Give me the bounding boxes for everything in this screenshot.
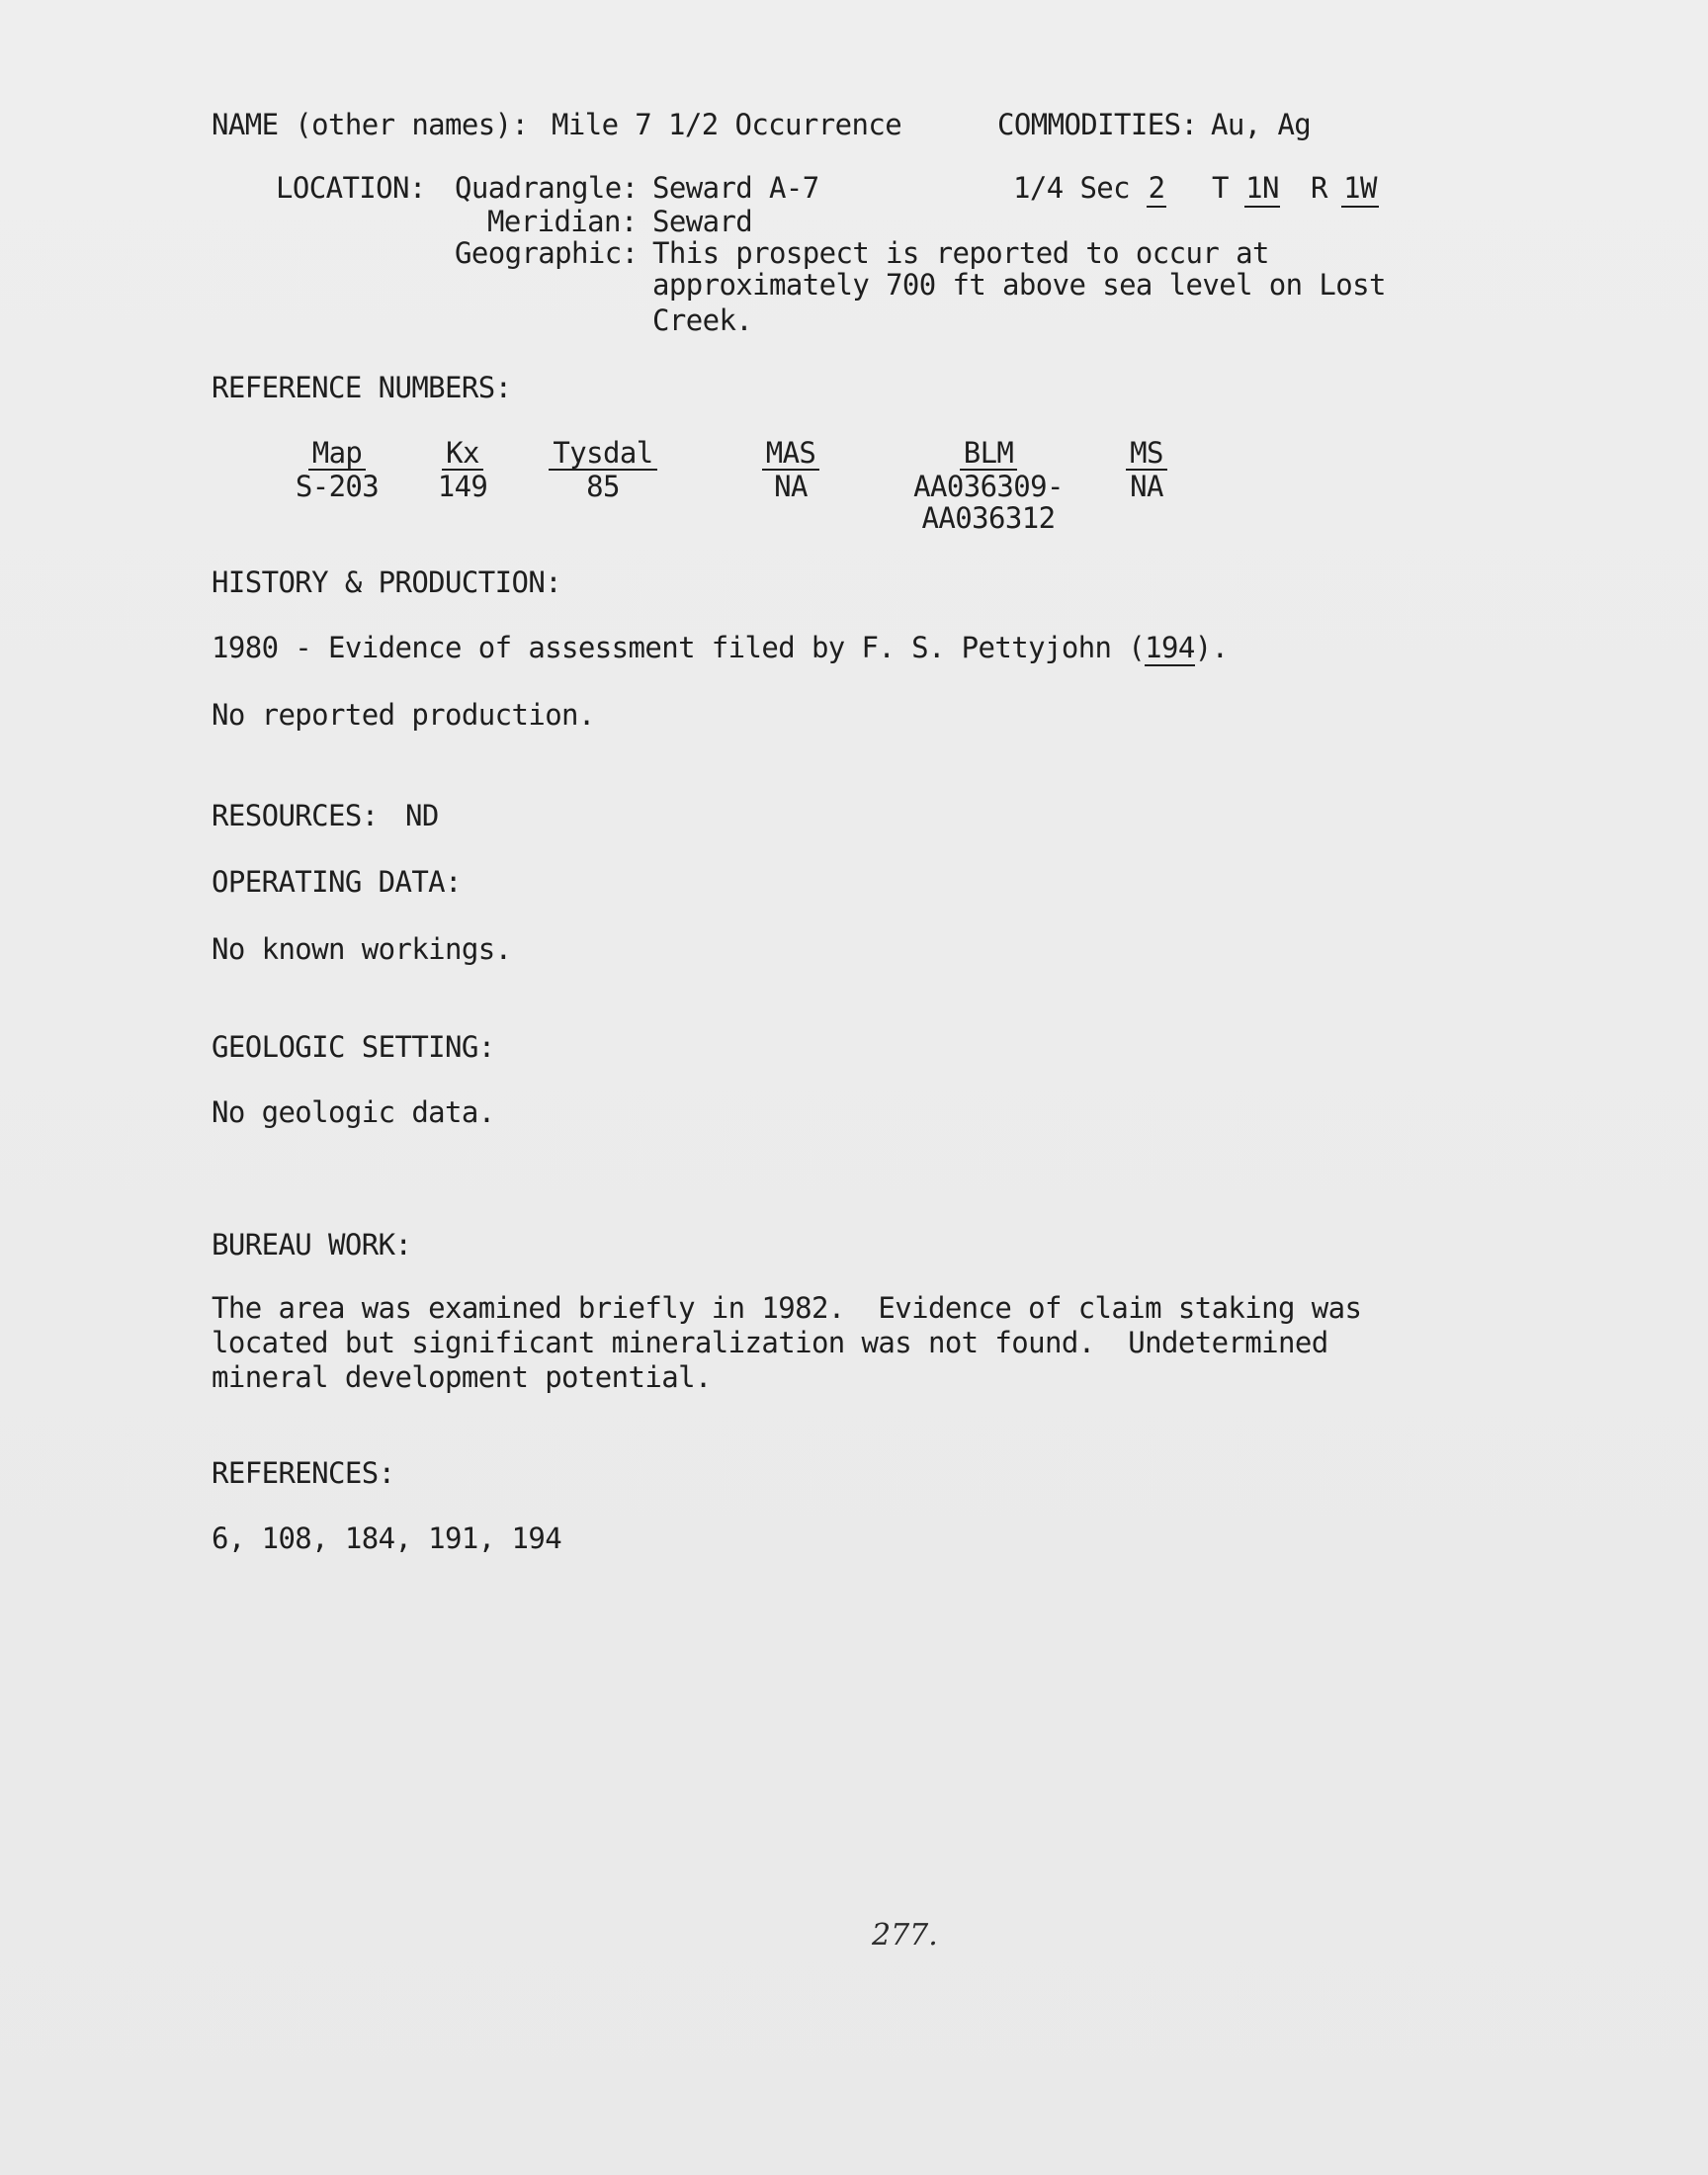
references-text: 6, 108, 184, 191, 194 bbox=[212, 1522, 562, 1555]
township-label: T bbox=[1212, 171, 1229, 205]
geographic-label: Geographic: bbox=[455, 236, 639, 270]
operating-text: No known workings. bbox=[212, 932, 512, 966]
meridian-label: Meridian: bbox=[487, 205, 638, 238]
geographic-line-2: approximately 700 ft above sea level on Lost bbox=[652, 268, 1386, 302]
ref-col-tysdal bbox=[546, 437, 660, 502]
ref-col-kx bbox=[427, 437, 498, 502]
ref-col-value: S-203 bbox=[295, 470, 380, 503]
geologic-heading: GEOLOGIC SETTING: bbox=[212, 1030, 495, 1064]
history-heading: HISTORY & PRODUCTION: bbox=[212, 566, 562, 599]
location-label: LOCATION: bbox=[276, 171, 426, 205]
operating-heading: OPERATING DATA: bbox=[212, 865, 462, 899]
meridian-value: Seward bbox=[652, 205, 753, 238]
quadrangle-value: Seward A-7 bbox=[652, 171, 819, 205]
ref-col-ms bbox=[1117, 437, 1176, 502]
bureau-line-2: located but significant mineralization was not found. Undetermined bbox=[212, 1326, 1328, 1359]
ref-col-value: NA bbox=[774, 470, 808, 503]
resources-label: RESOURCES: bbox=[212, 799, 379, 832]
ref-col-header: Kx bbox=[442, 437, 483, 471]
history-line-1: 1980 - Evidence of assessment filed by F. S. Pettyjohn (194). bbox=[212, 631, 1229, 664]
bureau-line-1: The area was examined briefly in 1982. Evidence of claim staking was bbox=[212, 1291, 1362, 1325]
township-value: 1N bbox=[1244, 170, 1280, 208]
ref-col-value: AA036309- bbox=[913, 470, 1064, 503]
page-number: 277. bbox=[872, 1918, 938, 1953]
geographic-line-1: This prospect is reported to occur at bbox=[652, 236, 1269, 270]
ref-col-map bbox=[283, 437, 391, 502]
ref-col-value: AA036312 bbox=[921, 501, 1056, 535]
section-value: 2 bbox=[1147, 170, 1166, 208]
history-ref: 194 bbox=[1145, 631, 1195, 664]
bureau-line-3: mineral development potential. bbox=[212, 1360, 712, 1394]
ref-col-mas bbox=[753, 437, 828, 502]
reference-numbers-heading: REFERENCE NUMBERS: bbox=[212, 371, 512, 404]
commodities-label: COMMODITIES: bbox=[997, 108, 1198, 141]
quarter-label: 1/4 Sec bbox=[1013, 171, 1131, 205]
geographic-line-3: Creek. bbox=[652, 304, 753, 337]
ref-col-header: Tysdal bbox=[549, 437, 656, 471]
ref-col-header: Map bbox=[308, 437, 367, 471]
range-value: 1W bbox=[1341, 170, 1379, 208]
ref-col-value: 149 bbox=[437, 470, 488, 503]
ref-col-header: BLM bbox=[960, 437, 1018, 471]
history-line-2: No reported production. bbox=[212, 698, 595, 732]
name-label: NAME (other names): bbox=[212, 108, 529, 141]
ref-col-value: 85 bbox=[586, 470, 620, 503]
name-value: Mile 7 1/2 Occurrence bbox=[552, 108, 902, 141]
bureau-heading: BUREAU WORK: bbox=[212, 1228, 412, 1262]
quadrangle-label: Quadrangle: bbox=[455, 171, 639, 205]
geologic-text: No geologic data. bbox=[212, 1095, 495, 1129]
ref-col-header: MAS bbox=[762, 437, 820, 471]
range-label: R bbox=[1311, 171, 1327, 205]
ref-col-value: NA bbox=[1130, 470, 1163, 503]
commodities-value: Au, Ag bbox=[1211, 108, 1312, 141]
references-heading: REFERENCES: bbox=[212, 1456, 395, 1490]
ref-col-header: MS bbox=[1126, 437, 1167, 471]
resources-value: ND bbox=[405, 799, 439, 832]
ref-col-blm bbox=[909, 437, 1068, 534]
